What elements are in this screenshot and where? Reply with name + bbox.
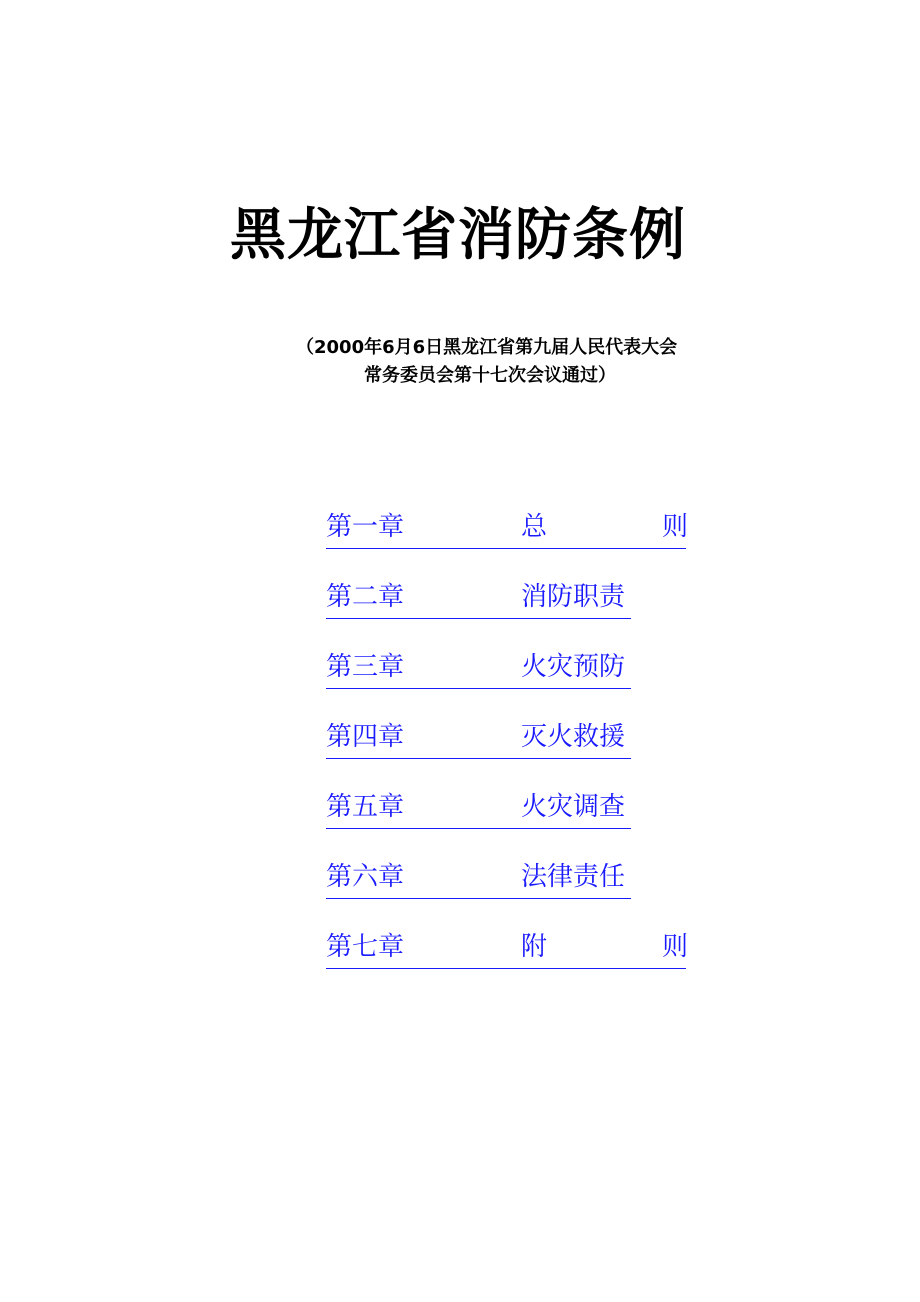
table-of-contents <box>326 508 688 998</box>
toc-item-chapter-1[interactable] <box>326 508 688 578</box>
toc-chapter-number: 第五章 <box>326 792 405 822</box>
toc-chapter-name: 火灾预防 <box>521 652 626 682</box>
toc-chapter-name <box>521 508 688 546</box>
subtitle-line-1: （2000年6月6日黑龙江省第九届人民代表大会 <box>296 337 678 358</box>
toc-chapter-name-part: 总 <box>521 512 548 542</box>
toc-item-chapter-7[interactable] <box>326 928 688 998</box>
toc-link[interactable] <box>326 578 631 619</box>
toc-chapter-name: 灭火救援 <box>521 722 626 752</box>
toc-item-chapter-2[interactable] <box>326 578 688 648</box>
toc-chapter-name-part: 附 <box>521 932 548 962</box>
toc-link[interactable] <box>326 648 631 689</box>
toc-chapter-number: 第二章 <box>326 582 405 612</box>
toc-chapter-name: 火灾调查 <box>521 792 626 822</box>
subtitle-line-2: 常务委员会第十七次会议通过） <box>364 365 616 386</box>
toc-chapter-number: 第六章 <box>326 862 405 892</box>
toc-link[interactable] <box>326 508 686 549</box>
toc-chapter-number: 第七章 <box>326 932 405 962</box>
toc-item-chapter-3[interactable] <box>326 648 688 718</box>
toc-chapter-name <box>521 928 688 966</box>
toc-link[interactable] <box>326 718 631 759</box>
toc-chapter-name: 消防职责 <box>521 582 626 612</box>
toc-chapter-name-part: 则 <box>661 932 688 962</box>
toc-item-chapter-5[interactable] <box>326 788 688 858</box>
toc-link[interactable] <box>326 928 686 969</box>
toc-item-chapter-4[interactable] <box>326 718 688 788</box>
toc-chapter-number: 第三章 <box>326 652 405 682</box>
toc-item-chapter-6[interactable] <box>326 858 688 928</box>
toc-chapter-number: 第一章 <box>326 512 405 542</box>
document-title: 黑龙江省消防条例 <box>230 203 686 268</box>
toc-chapter-number: 第四章 <box>326 722 405 752</box>
toc-link[interactable] <box>326 788 631 829</box>
toc-chapter-name-part: 则 <box>661 512 688 542</box>
toc-link[interactable] <box>326 858 631 899</box>
toc-chapter-name: 法律责任 <box>521 862 626 892</box>
